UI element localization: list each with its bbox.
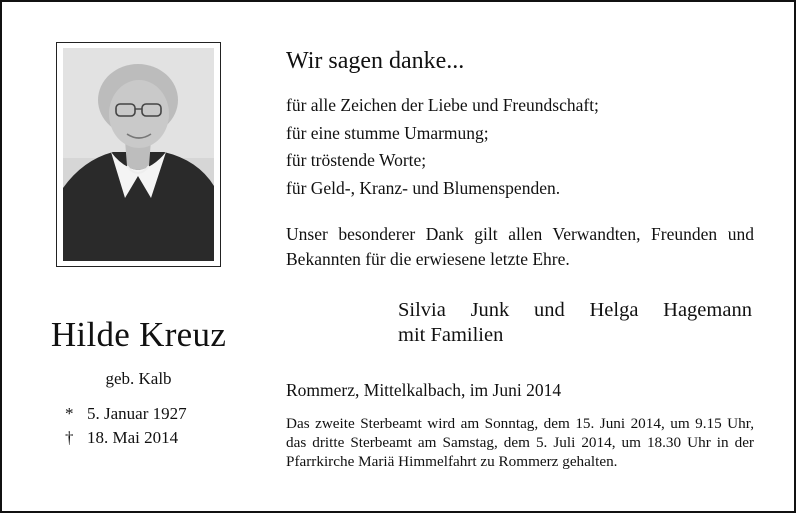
portrait-frame [56, 42, 221, 267]
death-date-row [65, 426, 187, 450]
birth-name: geb. Kalb [105, 369, 172, 388]
signers-line-2: mit Familien [398, 323, 504, 346]
thanks-item: für Geld-, Kranz- und Blumenspenden. [286, 177, 561, 198]
special-thanks-text: Unser besonderer Dank gilt allen Verwandten, Freunden und Bekannten für die erwiesene letzte Ehre. [286, 224, 754, 269]
thanks-item: für tröstende Worte; [286, 150, 427, 170]
thanks-list [286, 92, 599, 202]
deceased-name: Hilde Kreuz [50, 315, 227, 354]
thanks-title: Wir sagen danke... [286, 48, 465, 74]
signer-word: Junk [470, 299, 510, 321]
portrait-photo [63, 48, 214, 261]
signers-line-1 [398, 298, 752, 323]
signer-word: Silvia [398, 299, 446, 321]
place-date: Rommerz, Mittelkalbach, im Juni 2014 [286, 380, 562, 400]
signers [398, 298, 752, 347]
life-dates [65, 402, 187, 450]
portrait-illustration [63, 48, 214, 261]
signer-word: und [534, 299, 565, 321]
signer-word: Hagemann [663, 299, 752, 321]
death-cross-icon: † [65, 428, 74, 447]
thanks-item: für eine stumme Umarmung; [286, 122, 489, 143]
birth-date: 5. Januar 1927 [87, 404, 187, 423]
birth-star-icon: * [65, 404, 74, 423]
service-announcement: Das zweite Sterbeamt wird am Sonntag, dem 15. Juni 2014, um 9.15 Uhr, das dritte Sterbeamt am Samstag, dem 5. Juli 2014, um 18.30 Uhr in der Pfarrkirche Mariä Himmelfahrt zu Rommerz gehalten. [286, 415, 754, 471]
signer-word: Helga [589, 299, 639, 321]
death-date: 18. Mai 2014 [87, 428, 179, 447]
birth-date-row [65, 402, 187, 426]
thanks-item: für alle Zeichen der Liebe und Freundschaft; [286, 95, 599, 115]
